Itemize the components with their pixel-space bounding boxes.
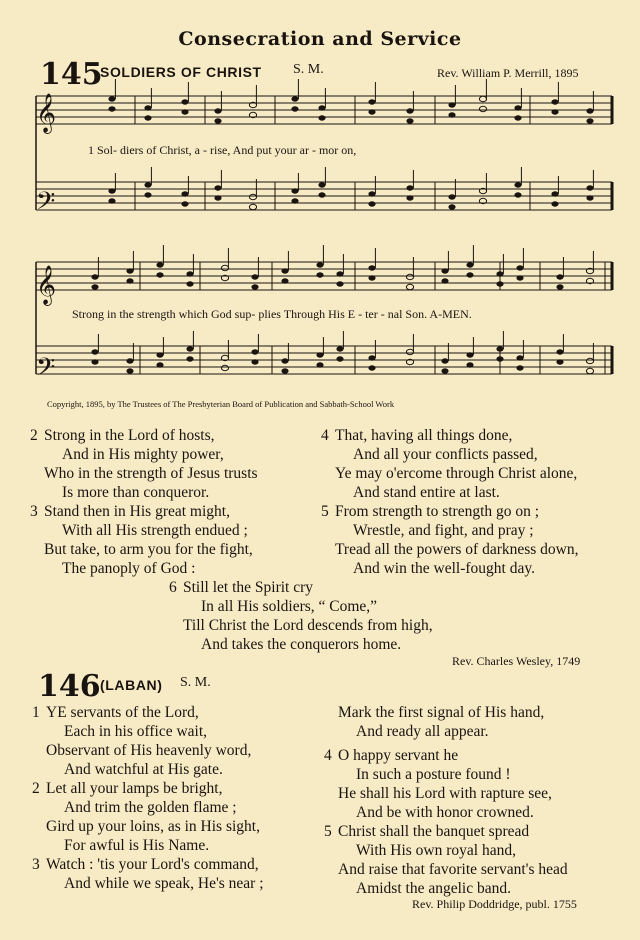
- note-head: [448, 204, 455, 209]
- note-head: [221, 365, 228, 370]
- note-head: [144, 192, 151, 197]
- note-head: [556, 359, 563, 364]
- verse-number: 1: [32, 704, 40, 721]
- note-head: [368, 201, 375, 206]
- note-head: [249, 194, 256, 199]
- note-head: [108, 188, 115, 193]
- note-head: [249, 204, 256, 209]
- note-head: [586, 195, 593, 200]
- note-head: [156, 262, 163, 267]
- verse-number: 5: [324, 823, 332, 840]
- copyright-notice: Copyright, 1895, by The Trustees of The Presbyterian Board of Publication and Sabbath-School Work: [47, 399, 395, 409]
- note-head: [406, 195, 413, 200]
- hymn-author-145: Rev. William P. Merrill, 1895: [437, 66, 579, 80]
- note-head: [91, 274, 98, 279]
- note-head: [368, 265, 375, 270]
- note-head: [181, 201, 188, 206]
- note-head: [514, 115, 521, 120]
- note-head: [586, 185, 593, 190]
- note-head: [441, 268, 448, 273]
- note-head: [466, 362, 473, 367]
- verse-number: 3: [32, 856, 40, 873]
- note-head: [368, 355, 375, 360]
- stanza-146-5: 5 Christ shall the banquet spread With His own royal hand, And raise that favorite servant's head Amidst the angelic band.: [324, 823, 568, 897]
- note-head: [336, 346, 343, 351]
- note-head: [368, 99, 375, 104]
- note-head: [316, 362, 323, 367]
- note-head: [181, 99, 188, 104]
- note-head: [466, 262, 473, 267]
- hymn-title-146: (LABAN): [100, 677, 163, 693]
- note-head: [368, 191, 375, 196]
- hymn-author-146: Rev. Philip Doddridge, publ. 1755: [412, 897, 577, 911]
- note-head: [516, 355, 523, 360]
- note-head: [406, 349, 413, 354]
- note-head: [448, 194, 455, 199]
- note-head: [108, 106, 115, 111]
- hymn-number-146: 146: [38, 669, 101, 704]
- stanza-author-145: Rev. Charles Wesley, 1749: [452, 654, 581, 668]
- note-head: [91, 349, 98, 354]
- note-head: [514, 105, 521, 110]
- note-head: [551, 191, 558, 196]
- note-head: [186, 281, 193, 286]
- note-head: [156, 352, 163, 357]
- note-head: [496, 281, 503, 286]
- note-head: [91, 359, 98, 364]
- music-score: [0, 0, 640, 400]
- note-head: [291, 106, 298, 111]
- verse-number: 3: [30, 503, 38, 520]
- note-head: [126, 268, 133, 273]
- treble-clef-icon: 𝄞: [36, 265, 57, 305]
- note-head: [126, 278, 133, 283]
- note-head: [406, 108, 413, 113]
- note-head: [336, 356, 343, 361]
- note-head: [91, 284, 98, 289]
- lyric-line-1: 1 Sol- diers of Christ, a - rise, And put your ar - mor on,: [88, 143, 357, 157]
- note-head: [214, 185, 221, 190]
- note-head: [181, 191, 188, 196]
- note-head: [496, 346, 503, 351]
- verse-number: 6: [169, 579, 177, 596]
- bass-clef-icon: 𝄢: [36, 353, 56, 388]
- note-head: [126, 368, 133, 373]
- note-head: [466, 352, 473, 357]
- note-head: [214, 118, 221, 123]
- note-head: [144, 182, 151, 187]
- treble-clef-icon: 𝄞: [36, 93, 57, 133]
- note-head: [556, 349, 563, 354]
- verse-number: 2: [32, 780, 40, 797]
- note-head: [318, 192, 325, 197]
- note-head: [156, 272, 163, 277]
- note-head: [406, 185, 413, 190]
- note-head: [448, 102, 455, 107]
- note-head: [316, 272, 323, 277]
- note-head: [281, 358, 288, 363]
- stanza-146-4: 4 O happy servant he In such a posture found ! He shall his Lord with rapture see, And be with honor crowned.: [324, 747, 552, 821]
- section-title: Consecration and Service: [178, 28, 462, 50]
- note-head: [156, 362, 163, 367]
- note-head: [406, 118, 413, 123]
- note-head: [556, 274, 563, 279]
- hymn-title-145: SOLDIERS OF CHRIST: [100, 64, 262, 80]
- note-head: [551, 109, 558, 114]
- stanza-145-3: 3 Stand then in His great might, With all His strength endued ; But take, to arm you for the fight, The panoply of God :: [30, 503, 253, 577]
- note-head: [441, 368, 448, 373]
- hymn-number-145: 145: [40, 57, 103, 92]
- note-head: [251, 359, 258, 364]
- note-head: [479, 106, 486, 111]
- note-head: [316, 262, 323, 267]
- note-head: [368, 365, 375, 370]
- note-head: [479, 96, 486, 101]
- note-head: [186, 356, 193, 361]
- bass-clef-icon: 𝄢: [36, 187, 56, 222]
- stanza-146-3-cont: Mark the first signal of His hand, And ready all appear.: [338, 704, 545, 740]
- note-head: [291, 188, 298, 193]
- note-head: [516, 365, 523, 370]
- note-head: [251, 349, 258, 354]
- note-head: [368, 109, 375, 114]
- note-head: [336, 271, 343, 276]
- note-head: [108, 198, 115, 203]
- stanza-146-3: 3 Watch : 'tis your Lord's command, And while we speak, He's near ;: [32, 856, 264, 892]
- note-head: [144, 105, 151, 110]
- note-head: [441, 358, 448, 363]
- note-head: [496, 271, 503, 276]
- note-head: [496, 356, 503, 361]
- verse-number: 4: [324, 747, 332, 764]
- note-head: [108, 96, 115, 101]
- hymn-meter-146: S. M.: [180, 675, 211, 690]
- note-head: [551, 201, 558, 206]
- note-head: [466, 272, 473, 277]
- verse-number: 4: [321, 427, 329, 444]
- verse-number: 2: [30, 427, 38, 444]
- stanza-145-2: 2 Strong in the Lord of hosts, And in His mighty power, Who in the strength of Jesus trusts Is more than conqueror.: [30, 427, 258, 501]
- note-head: [514, 192, 521, 197]
- note-head: [186, 271, 193, 276]
- note-head: [126, 358, 133, 363]
- note-head: [551, 99, 558, 104]
- note-head: [181, 109, 188, 114]
- note-head: [586, 368, 593, 373]
- note-head: [281, 278, 288, 283]
- note-head: [251, 284, 258, 289]
- note-head: [318, 105, 325, 110]
- note-head: [406, 274, 413, 279]
- note-head: [251, 274, 258, 279]
- note-head: [556, 284, 563, 289]
- note-head: [316, 352, 323, 357]
- hymn-meter-145: S. M.: [293, 62, 324, 77]
- note-head: [214, 195, 221, 200]
- verse-number: 5: [321, 503, 329, 520]
- stanza-146-1: 1 YE servants of the Lord, Each in his office wait, Observant of His heavenly word, And watchful at His gate.: [32, 704, 252, 778]
- note-head: [318, 115, 325, 120]
- note-head: [186, 346, 193, 351]
- note-head: [516, 275, 523, 280]
- note-head: [586, 358, 593, 363]
- note-head: [406, 284, 413, 289]
- stanza-145-6: 6 Still let the Spirit cry In all His soldiers, “ Come,” Till Christ the Lord descends from high, And takes the conquerors home.: [169, 579, 433, 653]
- note-head: [291, 96, 298, 101]
- note-head: [221, 265, 228, 270]
- note-head: [516, 265, 523, 270]
- lyric-line-2: Strong in the strength which God sup- plies Through His E - ter - nal Son. A-MEN.: [72, 307, 472, 321]
- note-head: [514, 182, 521, 187]
- note-head: [448, 112, 455, 117]
- note-head: [368, 275, 375, 280]
- note-head: [586, 108, 593, 113]
- stanza-146-2: 2 Let all your lamps be bright, And trim the golden flame ; Gird up your loins, as in His sight, For awful is His Name.: [32, 780, 260, 854]
- note-head: [144, 115, 151, 120]
- note-head: [318, 182, 325, 187]
- note-head: [214, 108, 221, 113]
- note-head: [281, 368, 288, 373]
- stanza-145-5: 5 From strength to strength go on ; Wrestle, and fight, and pray ; Tread all the powers of darkness down, And win the well-fought day.: [321, 503, 579, 577]
- note-head: [586, 118, 593, 123]
- note-head: [336, 281, 343, 286]
- note-head: [281, 268, 288, 273]
- note-head: [291, 198, 298, 203]
- stanza-145-4: 4 That, having all things done, And all your conflicts passed, Ye may o'ercome through Christ alone, And stand entire at last.: [321, 427, 578, 501]
- note-head: [441, 278, 448, 283]
